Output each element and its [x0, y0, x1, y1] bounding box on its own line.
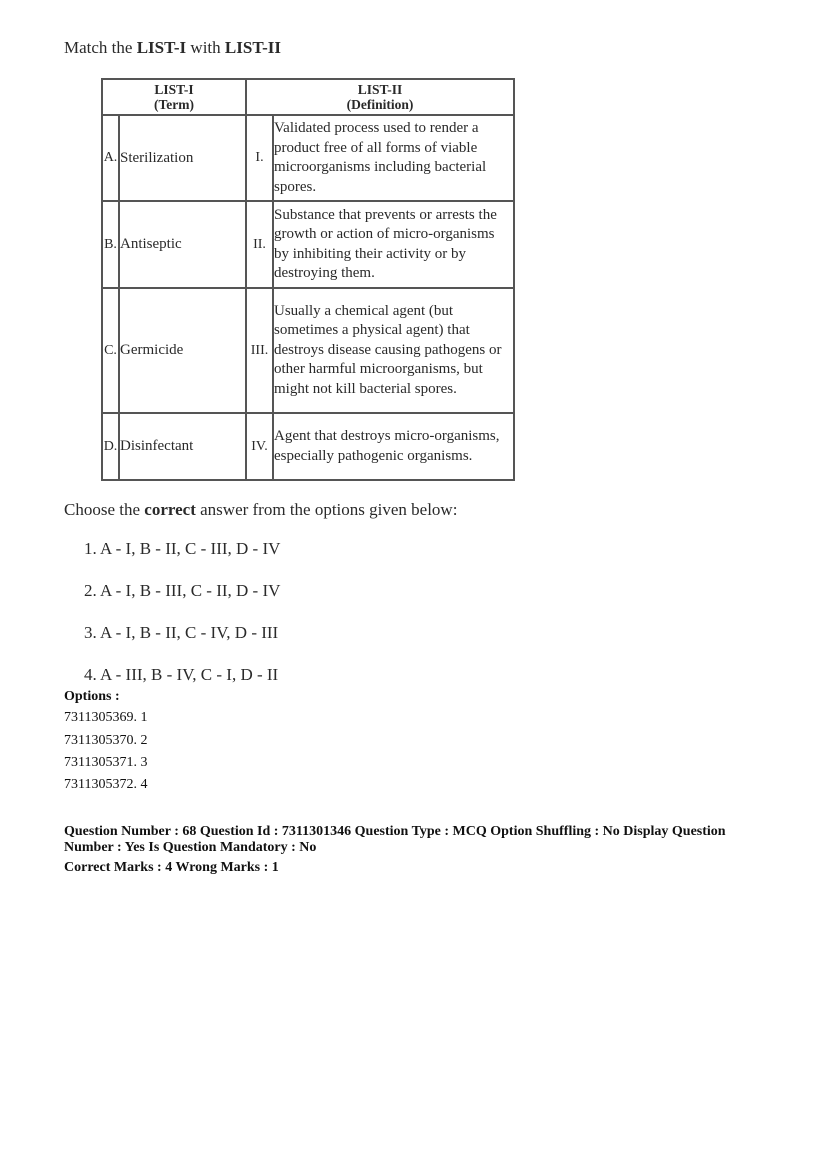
title-mid: with — [190, 38, 221, 57]
row-term: Antiseptic — [119, 201, 246, 288]
title-list1: LIST-I — [136, 38, 187, 57]
table-row — [102, 115, 514, 201]
question-meta-line: Number : Yes Is Question Mandatory : No — [64, 840, 317, 855]
choose-prefix: Choose the — [64, 500, 141, 519]
header-list2-subtitle: (Definition) — [346, 97, 414, 112]
row-term: Germicide — [119, 288, 246, 413]
row-label: A. — [102, 115, 119, 201]
answer-option: 2. A - I, B - III, C - II, D - IV — [84, 581, 281, 600]
match-table — [101, 78, 515, 481]
question-meta-line: Question Number : 68 Question Id : 7311301346 Question Type : MCQ Option Shuffling : No Display Question — [64, 824, 726, 839]
option-id: 7311305372. 4 — [64, 777, 148, 792]
header-list1 — [102, 79, 246, 115]
options-label: Options : — [64, 689, 120, 704]
table-row — [102, 288, 514, 413]
question-title — [64, 38, 281, 58]
row-definition: Agent that destroys micro-organisms, especially pathogenic organisms. — [273, 413, 514, 480]
row-term: Sterilization — [119, 115, 246, 201]
answer-option: 4. A - III, B - IV, C - I, D - II — [84, 665, 279, 684]
marks-line: Correct Marks : 4 Wrong Marks : 1 — [64, 860, 279, 875]
row-label: C. — [102, 288, 119, 413]
header-list1-title: LIST-I — [154, 82, 194, 97]
row-number: IV. — [246, 413, 273, 480]
row-label: D. — [102, 413, 119, 480]
answer-option: 1. A - I, B - II, C - III, D - IV — [84, 539, 281, 558]
table-header-row — [102, 79, 514, 115]
row-definition: Validated process used to render a product free of all forms of viable microorganisms including bacterial spores. — [273, 115, 514, 201]
table-row — [102, 201, 514, 288]
header-list1-subtitle: (Term) — [154, 97, 194, 112]
row-number: II. — [246, 201, 273, 288]
row-definition: Substance that prevents or arrests the growth or action of micro-organisms by inhibiting their activity or by destroying them. — [273, 201, 514, 288]
row-definition: Usually a chemical agent (but sometimes a physical agent) that destroys disease causing pathogens or other harmful microorganisms, but might not kill bacterial spores. — [273, 288, 514, 413]
row-number: III. — [246, 288, 273, 413]
header-list2-title: LIST-II — [357, 82, 403, 97]
row-label: B. — [102, 201, 119, 288]
table-row — [102, 413, 514, 480]
header-list2 — [246, 79, 514, 115]
option-id: 7311305370. 2 — [64, 733, 148, 748]
choose-bold: correct — [144, 500, 196, 519]
choose-suffix: answer from the options given below: — [200, 500, 458, 519]
choose-instruction — [64, 500, 457, 520]
title-list2: LIST-II — [224, 38, 281, 57]
option-id: 7311305371. 3 — [64, 755, 148, 770]
answer-option: 3. A - I, B - II, C - IV, D - III — [84, 623, 279, 642]
option-id: 7311305369. 1 — [64, 710, 148, 725]
row-term: Disinfectant — [119, 413, 246, 480]
title-prefix: Match the — [64, 38, 133, 57]
row-number: I. — [246, 115, 273, 201]
